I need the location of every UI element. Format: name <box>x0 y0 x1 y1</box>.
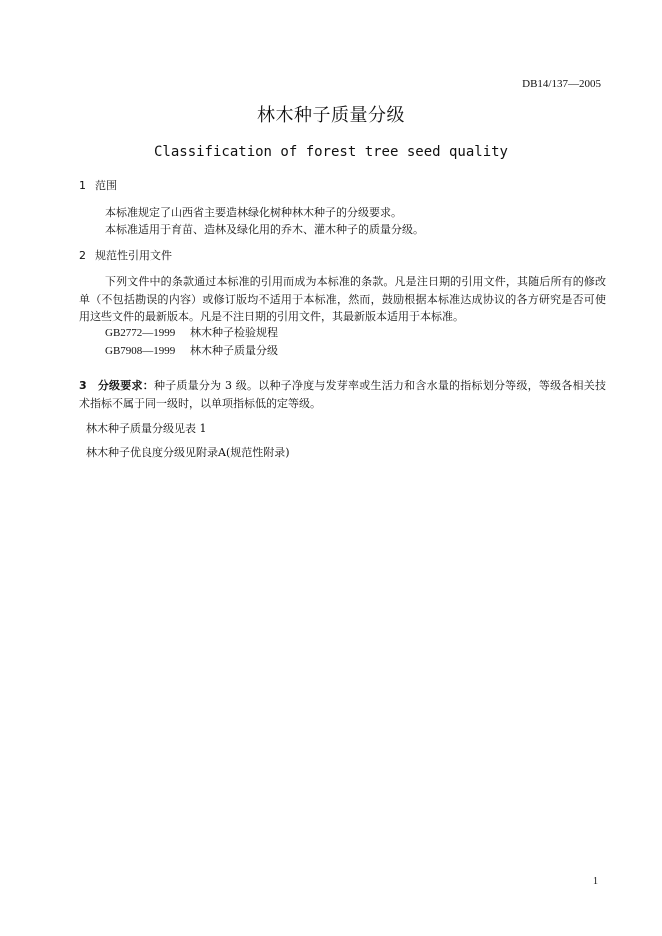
section-1-line-2: 本标准适用于育苗、造林及绿化用的乔木、灌木种子的质量分级。 <box>105 223 424 236</box>
section-1-line-1: 本标准规定了山西省主要造林绿化树种林木种子的分级要求。 <box>105 206 402 219</box>
section-3-text: 种子质量分为 3 级。以种子净度与发芽率或生活力和含水量的指标划分等级，等级各相关技术指标不属于同一级时，以单项指标低的定等级。 <box>79 379 606 410</box>
section-1-title: 范围 <box>95 179 117 192</box>
section-1-number: 1 <box>79 179 86 192</box>
section-2-number: 2 <box>79 249 86 262</box>
section-1-heading <box>79 179 117 193</box>
section-2-heading <box>79 249 172 263</box>
document-title-english: Classification of forest tree seed quality <box>153 144 508 160</box>
note-table-reference: 林木种子质量分级见表 1 <box>86 422 207 435</box>
reference-code: GB2772—1999 <box>105 327 176 339</box>
reference-title: 林木种子检验规程 <box>190 326 278 339</box>
document-title-chinese: 林木种子质量分级 <box>257 105 405 126</box>
reference-title: 林木种子质量分级 <box>190 344 278 357</box>
page-number: 1 <box>593 876 598 887</box>
reference-code: GB7908—1999 <box>105 345 176 357</box>
note-appendix-reference: 林木种子优良度分级见附录A(规范性附录) <box>86 446 290 459</box>
section-2-title: 规范性引用文件 <box>95 249 172 262</box>
reference-item <box>105 326 278 340</box>
document-code: DB14/137—2005 <box>522 78 601 90</box>
section-3-paragraph <box>79 377 606 412</box>
section-2-paragraph: 下列文件中的条款通过本标准的引用而成为本标准的条款。凡是注日期的引用文件，其随后所有的修改单（不包括勘误的内容）或修订版均不适用于本标准，然而，鼓励根据本标准达成协议的各方研究是否可使用这些文件的最新版本。凡是不注日期的引用文件，其最新版本适用于本标准。 <box>79 275 606 323</box>
section-3-title: 分级要求： <box>97 379 154 392</box>
reference-item <box>105 344 278 358</box>
section-3-number: 3 <box>79 379 87 392</box>
